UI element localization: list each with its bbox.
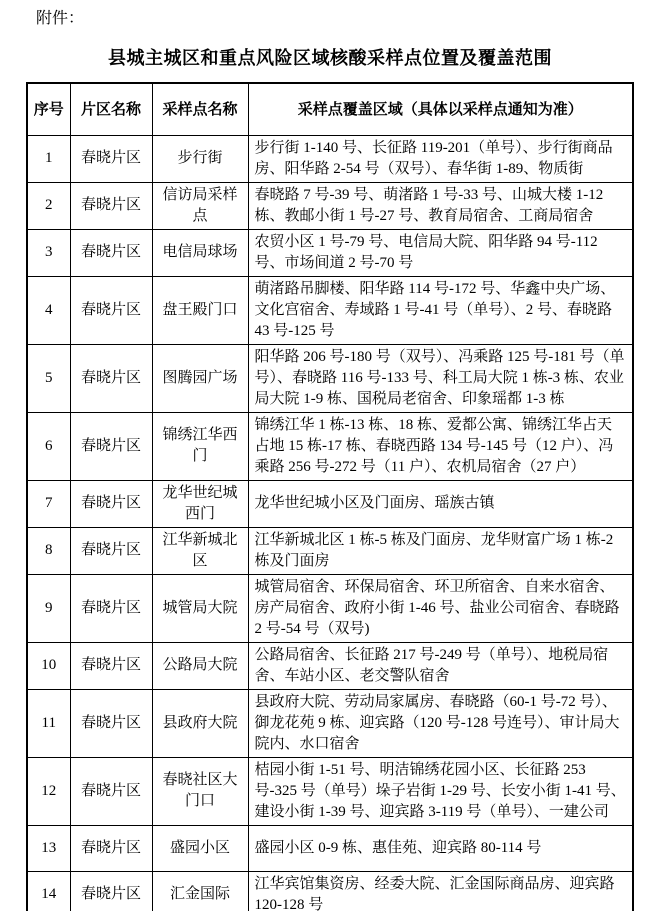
- cell-sampling-point: 县政府大院: [152, 689, 248, 757]
- cell-row-number: 13: [27, 825, 70, 871]
- attachment-label: 附件：: [36, 10, 85, 27]
- table-row: [27, 825, 633, 871]
- cell-coverage-area: 春晓路 7 号-39 号、萌渚路 1 号-33 号、山城大楼 1-12 栋、教邮小街 1 号-27 号、教育局宿舍、工商局宿舍: [248, 182, 633, 229]
- cell-district-name: 春晓片区: [70, 757, 152, 825]
- cell-district-name: 春晓片区: [70, 229, 152, 276]
- cell-row-number: 5: [27, 344, 70, 412]
- cell-coverage-area: 萌渚路吊脚楼、阳华路 114 号-172 号、华鑫中央广场、文化宫宿舍、寿域路 1 号-41 号（单号）、2 号、春晓路 43 号-125 号: [248, 276, 633, 344]
- cell-row-number: 4: [27, 276, 70, 344]
- table-row: [27, 229, 633, 276]
- header-row: [27, 83, 633, 135]
- cell-coverage-area: 农贸小区 1 号-79 号、电信局大院、阳华路 94 号-112 号、市场间道 2 号-70 号: [248, 229, 633, 276]
- table-row: [27, 480, 633, 527]
- table-row: [27, 689, 633, 757]
- cell-row-number: 11: [27, 689, 70, 757]
- table-row: [27, 642, 633, 689]
- cell-sampling-point: 春晓社区大门口: [152, 757, 248, 825]
- cell-coverage-area: 桔园小街 1-51 号、明洁锦绣花园小区、长征路 253 号-325 号（单号）垛子岩街 1-29 号、长安小街 1-41 号、建设小街 1-39 号、迎宾路 3-119 号（单号）、一建公司: [248, 757, 633, 825]
- cell-sampling-point: 城管局大院: [152, 574, 248, 642]
- cell-coverage-area: 阳华路 206 号-180 号（双号）、冯乘路 125 号-181 号（单号）、春晓路 116 号-133 号、科工局大院 1 栋-3 栋、农业局大院 1-9 栋、国税局老宿舍、印象瑶都 1-3 栋: [248, 344, 633, 412]
- cell-row-number: 12: [27, 757, 70, 825]
- table-row: [27, 135, 633, 182]
- cell-coverage-area: 龙华世纪城小区及门面房、瑶族古镇: [248, 480, 633, 527]
- cell-coverage-area: 锦绣江华 1 栋-13 栋、18 栋、爱都公寓、锦绣江华占天占地 15 栋-17 栋、春晓西路 134 号-145 号（12 户）、冯乘路 256 号-272 号（11 户）、农机局宿舍（27 户）: [248, 412, 633, 480]
- table-row: [27, 412, 633, 480]
- cell-district-name: 春晓片区: [70, 276, 152, 344]
- cell-district-name: 春晓片区: [70, 135, 152, 182]
- table-row: [27, 871, 633, 911]
- cell-district-name: 春晓片区: [70, 642, 152, 689]
- header-cell-no: 序号: [27, 83, 70, 135]
- cell-sampling-point: 步行街: [152, 135, 248, 182]
- cell-sampling-point: 锦绣江华西门: [152, 412, 248, 480]
- cell-row-number: 7: [27, 480, 70, 527]
- cell-sampling-point: 公路局大院: [152, 642, 248, 689]
- table-row: [27, 757, 633, 825]
- cell-sampling-point: 盘王殿门口: [152, 276, 248, 344]
- page-title: 县城主城区和重点风险区域核酸采样点位置及覆盖范围: [108, 48, 552, 68]
- table-row: [27, 182, 633, 229]
- cell-sampling-point: 盛园小区: [152, 825, 248, 871]
- cell-coverage-area: 县政府大院、劳动局家属房、春晓路（60-1 号-72 号）、御龙花苑 9 栋、迎宾路（120 号-128 号连号）、审计局大院内、水口宿舍: [248, 689, 633, 757]
- cell-sampling-point: 电信局球场: [152, 229, 248, 276]
- cell-sampling-point: 图腾园广场: [152, 344, 248, 412]
- cell-sampling-point: 江华新城北区: [152, 527, 248, 574]
- cell-row-number: 9: [27, 574, 70, 642]
- cell-district-name: 春晓片区: [70, 344, 152, 412]
- cell-row-number: 8: [27, 527, 70, 574]
- cell-sampling-point: 信访局采样点: [152, 182, 248, 229]
- cell-sampling-point: 龙华世纪城西门: [152, 480, 248, 527]
- cell-row-number: 1: [27, 135, 70, 182]
- cell-district-name: 春晓片区: [70, 871, 152, 911]
- table-body: [27, 135, 633, 911]
- cell-coverage-area: 江华新城北区 1 栋-5 栋及门面房、龙华财富广场 1 栋-2 栋及门面房: [248, 527, 633, 574]
- cell-coverage-area: 江华宾馆集资房、经委大院、汇金国际商品房、迎宾路 120-128 号: [248, 871, 633, 911]
- cell-row-number: 14: [27, 871, 70, 911]
- cell-district-name: 春晓片区: [70, 412, 152, 480]
- header-cell-point: 采样点名称: [152, 83, 248, 135]
- cell-row-number: 10: [27, 642, 70, 689]
- cell-district-name: 春晓片区: [70, 825, 152, 871]
- table-row: [27, 527, 633, 574]
- header-cell-coverage: 采样点覆盖区域（具体以采样点通知为准）: [248, 83, 633, 135]
- cell-coverage-area: 公路局宿舍、长征路 217 号-249 号（单号）、地税局宿舍、车站小区、老交警队宿舍: [248, 642, 633, 689]
- cell-coverage-area: 步行街 1-140 号、长征路 119-201（单号）、步行街商品房、阳华路 2-54 号（双号）、春华街 1-89、物质街: [248, 135, 633, 182]
- cell-row-number: 2: [27, 182, 70, 229]
- cell-row-number: 3: [27, 229, 70, 276]
- table-row: [27, 574, 633, 642]
- table-row: [27, 344, 633, 412]
- table-row: [27, 276, 633, 344]
- cell-coverage-area: 盛园小区 0-9 栋、惠佳苑、迎宾路 80-114 号: [248, 825, 633, 871]
- cell-district-name: 春晓片区: [70, 527, 152, 574]
- cell-row-number: 6: [27, 412, 70, 480]
- cell-sampling-point: 汇金国际: [152, 871, 248, 911]
- cell-district-name: 春晓片区: [70, 689, 152, 757]
- sampling-points-table: [26, 82, 634, 911]
- cell-district-name: 春晓片区: [70, 182, 152, 229]
- cell-district-name: 春晓片区: [70, 574, 152, 642]
- cell-district-name: 春晓片区: [70, 480, 152, 527]
- header-cell-district: 片区名称: [70, 83, 152, 135]
- cell-coverage-area: 城管局宿舍、环保局宿舍、环卫所宿舍、自来水宿舍、房产局宿舍、政府小街 1-46 号、盐业公司宿舍、春晓路 2 号-54 号（双号): [248, 574, 633, 642]
